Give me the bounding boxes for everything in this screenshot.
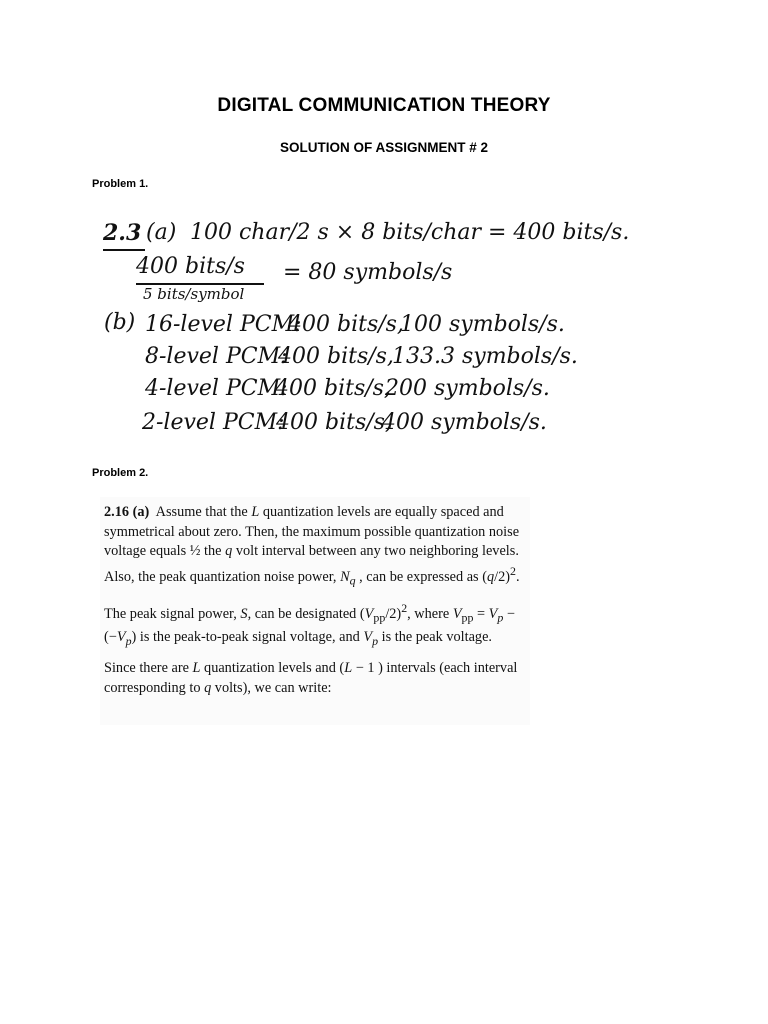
problem-number: 2.3 [103,220,142,246]
paragraph-1: 2.16 (a) Assume that the L quantization levels are equally spaced and symmetrical about zero. Then, the maximum possible quantization noise voltage equals ½ the q volt interval between any two neighboring levels. Also, the peak quantization noise power, $N_q$ , can be expressed as $(q/2)^2$. [104,504,520,588]
page-subtitle: SOLUTION OF ASSIGNMENT # 2 [279,140,489,155]
problem-2-label: Problem 2. [92,467,149,479]
pcm-bitrate: 400 bits/s, [275,376,391,401]
paragraph-2: The peak signal power, S, can be designated $(V_{pp}/2)^2$, where $V_{pp} = V_p - (-V_p)$ is the peak-to-peak signal voltage, and $V_p$ is the peak voltage. [104,600,515,648]
pcm-bitrate: 400 bits/s, [276,410,392,435]
part-b-marker: (b) [104,310,136,335]
pcm-level: 8-level PCM: [145,344,288,369]
problem-number-underline [103,249,145,251]
fraction-numerator: 400 bits/s [136,254,245,279]
pcm-level: 2-level PCM: [142,410,285,435]
problem-2-text [104,503,534,706]
pcm-symbol-rate: 200 symbols/s. [385,376,550,401]
part-a-marker: (a) [146,220,177,245]
pcm-bitrate: 400 bits/s, [288,312,404,337]
page-title: DIGITAL COMMUNICATION THEORY [217,95,551,116]
fraction-denominator: 5 bits/symbol [143,285,245,303]
pcm-level: 16-level PCM: [145,312,302,337]
fraction-result: = 80 symbols/s [283,260,453,285]
paragraph-3: Since there are L quantization levels and (L − 1 ) intervals (each interval corresponding to q volts), we can write: [104,660,518,696]
pcm-symbol-rate: 100 symbols/s. [400,312,565,337]
pcm-symbol-rate: 133.3 symbols/s. [392,344,578,369]
line-1-text: 100 char/2 s × 8 bits/char = 400 bits/s. [190,220,630,245]
pcm-symbol-rate: 400 symbols/s. [382,410,547,435]
pcm-level: 4-level PCM: [145,376,288,401]
pcm-bitrate: 400 bits/s, [278,344,394,369]
problem-1-label: Problem 1. [92,178,149,190]
